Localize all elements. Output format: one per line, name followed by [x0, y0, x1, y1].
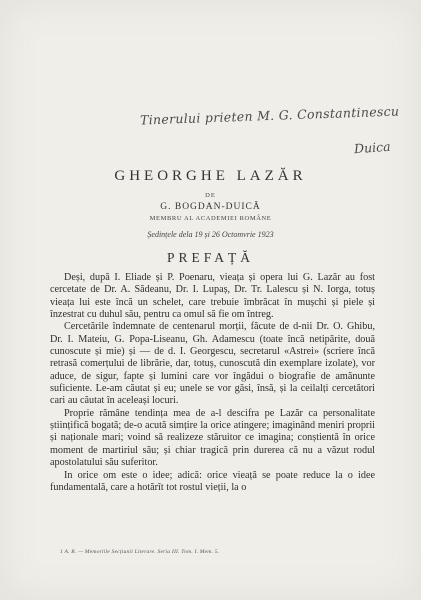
footnote: 1 A. R. — Memoriile Secțiunii Literare. Seria III. Tom. I. Mem. 5. [60, 549, 220, 555]
document-title: GHEORGHE LAZĂR [114, 168, 307, 184]
by-label: DE [205, 192, 216, 199]
paragraph: In orice om este o idee; adică: orice vieață se poate reduce la o idee fundamentală, care a hotărît tot rostul vieții, la o [50, 469, 375, 493]
body-text [50, 272, 375, 494]
author-name: G. BOGDAN-DUICĂ [160, 202, 261, 212]
paragraph: Proprie rămâne tendința mea de a-l descifra pe Lazăr ca personalitate științifică bogată; de-o acută simțire la orice atingere; imaginând meniri proprii și naționale mari; voind să realizeze stăruitor ce imagina; conștientă în orice moment de martiriul său; și chiar tragică prin durerea că nu a văzut rodul apostolatului său suferitor. [50, 407, 375, 469]
session-dates: Ședințele dela 19 și 26 Octomvrie 1923 [147, 230, 274, 239]
section-title: PREFAȚĂ [166, 250, 254, 265]
handwritten-signature: Duica [353, 138, 392, 157]
paragraph: Cercetările îndemnate de centenarul morții, făcute de d-nii Dr. O. Ghibu, Dr. I. Mateiu, G. Popa-Liseanu, Gh. Adamescu (toate încă netipărite, două cunoscute și mie) și — de d. I. Georgescu, secretarul «Astrei» (scriere încă retrasă comerțului de librărie, dar, totuș, cunoscută din exemplare izolate), vor aduce, de sigur, fapte și lumini care vor îngădui o biografie de amănunte suficiente. Le-am căutat și eu; unele se vor găsi, însă, și la ceilalți cercetători cari au căutat în aceleași locuri. [50, 321, 375, 407]
handwritten-dedication: Tinerului prieten M. G. Constantinescu [139, 103, 400, 128]
paragraph: Deși, după I. Eliade și P. Poenaru, vieața și opera lui G. Lazăr au fost cercetate de Dr. A. Sădeanu, Dr. I. Lupaș, Dr. Tr. Lalescu și N. Iorga, totuș vieața lui este încă un schelet, care trebuie îmbrăcat în mușchi și piele și înzestrat cu duhul său, pentru ca omul să fie om întreg. [50, 272, 375, 321]
author-role: MEMBRU AL ACADEMIEI ROMÂNE [149, 215, 272, 222]
